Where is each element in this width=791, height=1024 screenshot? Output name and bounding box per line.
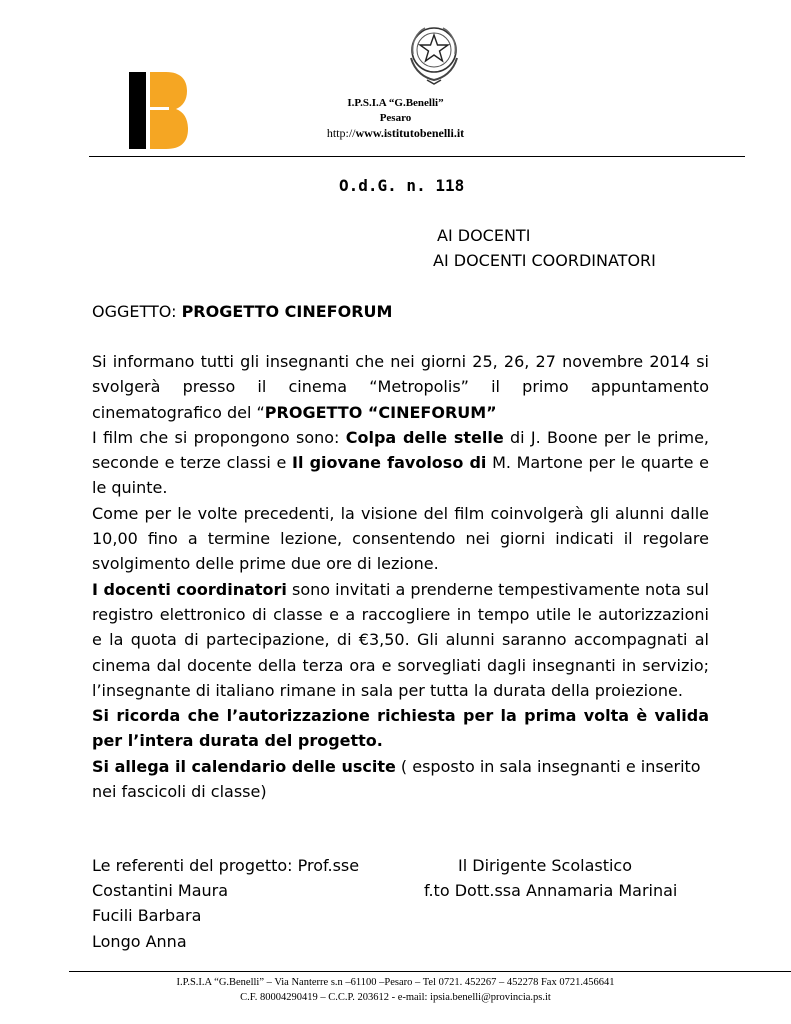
text-run: di J. Boone per le prime, seconde e terze classi e	[92, 427, 710, 473]
italian-republic-emblem-icon	[405, 20, 463, 86]
subject-label: OGGETTO:	[92, 302, 177, 321]
project-title: PROGETTO “CINEFORUM”	[264, 402, 497, 422]
referents-label: Le referenti del progetto: Prof.sse	[92, 856, 360, 875]
referent-name: Costantini Maura	[92, 881, 229, 900]
document-number: O.d.G. n. 118	[339, 176, 465, 195]
paragraph-films	[92, 425, 709, 501]
footer-codes: C.F. 80004290419 – C.C.P. 203612 - e-mail: ipsia.benelli@provincia.ps.it	[240, 992, 551, 1003]
head-title: Il Dirigente Scolastico	[458, 856, 633, 875]
recipient-line: AI DOCENTI	[437, 226, 531, 245]
url-prefix: http://	[326, 126, 356, 140]
film-title: Il giovane favoloso di	[292, 453, 487, 473]
recipient-line: AI DOCENTI COORDINATORI	[433, 251, 656, 270]
text-run: sono invitati a prenderne tempestivamente nota sul registro elettronico di classe e a raccogliere in tempo utile le autorizzazioni e la quota di partecipazione, di €3,50. Gli alunni saranno accompagnati al cinema dal docente della terza ora e sorvegliati dagli insegnanti in servizio; l’insegnante di italiano rimane in sala per tutta la durata della proiezione.	[92, 579, 709, 700]
head-name: f.to Dott.ssa Annamaria Marinai	[424, 881, 678, 900]
paragraph-coordinators	[92, 577, 709, 703]
footer-divider	[69, 971, 791, 972]
text-run: I docenti coordinatori	[92, 579, 287, 599]
paragraph-authorization: Si ricorda che l’autorizzazione richiesta per la prima volta è valida per l’intera durata del progetto.	[92, 706, 709, 751]
text-run: Si allega il calendario delle uscite	[92, 756, 396, 776]
text-run: ( esposto in sala insegnanti e inserito nei fascicoli di classe)	[92, 756, 701, 802]
subject-value: PROGETTO CINEFORUM	[181, 302, 393, 321]
text-run: I film che si propongono sono:	[92, 427, 346, 447]
institute-city: Pesaro	[379, 112, 412, 124]
letter-body	[92, 349, 709, 804]
institute-name: I.P.S.I.A “G.Benelli”	[347, 97, 444, 109]
text-run: Si informano tutti gli insegnanti che nei giorni 25, 26, 27 novembre 2014 si svolgerà presso il cinema “Metropolis” il primo appuntamento cinematografico del “	[92, 352, 709, 422]
paragraph-calendar	[92, 754, 709, 805]
institute-url[interactable]	[0, 126, 791, 141]
paragraph-intro	[92, 349, 709, 425]
url-domain: www.istitutobenelli.it	[355, 126, 465, 140]
subject-line	[92, 302, 392, 321]
referent-name: Fucili Barbara	[92, 906, 202, 925]
text-run: M. Martone per le quarte e le quinte.	[92, 453, 710, 498]
footer-address: I.P.S.I.A “G.Benelli” – Via Nanterre s.n –61100 –Pesaro – Tel 0721. 452267 – 452278 Fax 0721.456641	[176, 977, 615, 988]
header-divider	[89, 156, 745, 157]
paragraph-schedule: Come per le volte precedenti, la visione del film coinvolgerà gli alunni dalle 10,00 fino a termine lezione, consentendo nei giorni indicati il regolare svolgimento delle prime due ore di lezione.	[92, 503, 709, 574]
film-title: Colpa delle stelle	[345, 427, 504, 447]
referent-name: Longo Anna	[92, 932, 187, 951]
